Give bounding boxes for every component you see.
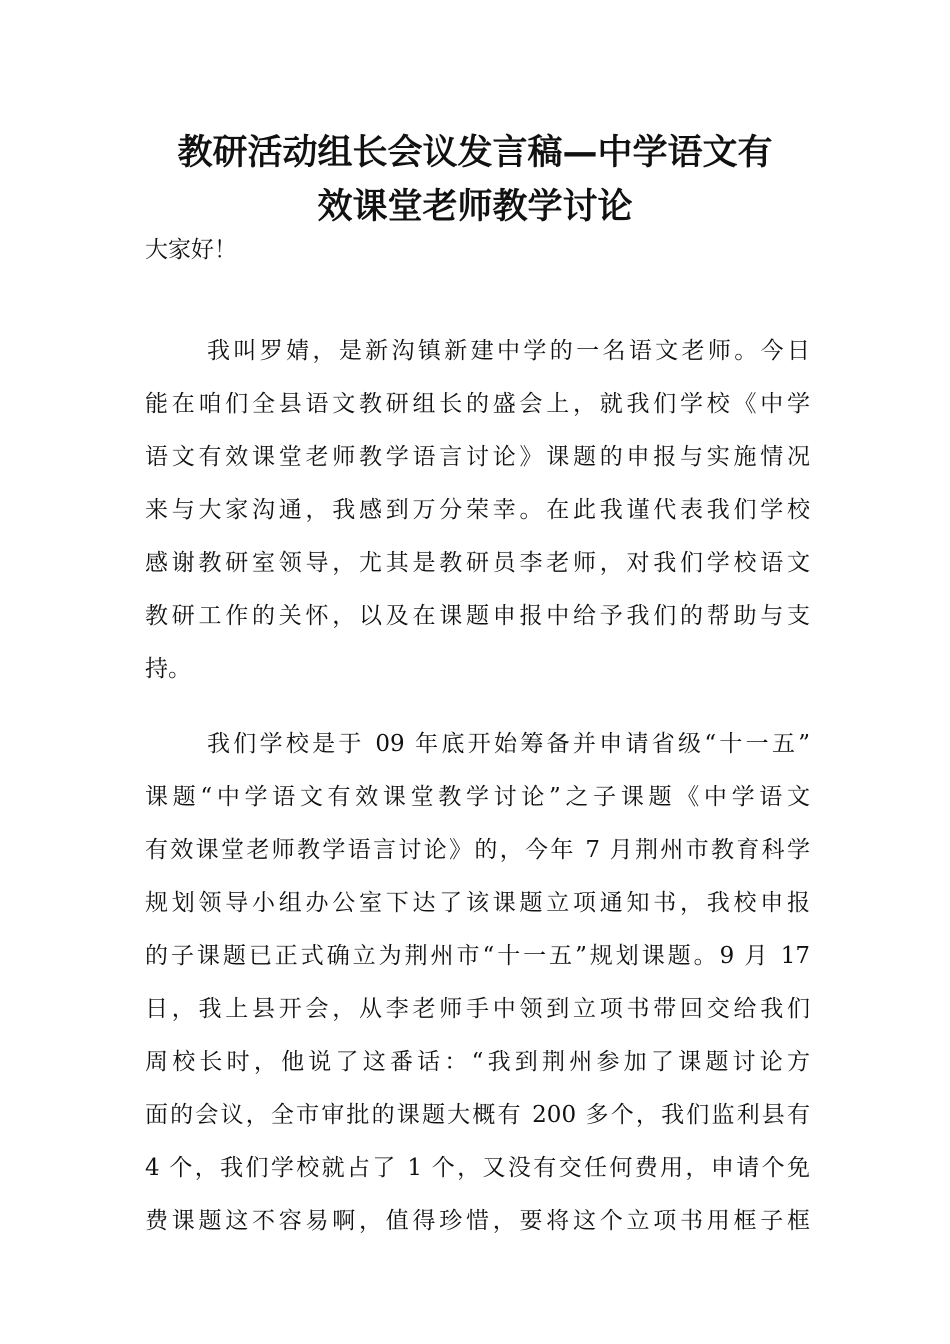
paragraph-line: 费课题这不容易啊，值得珍惜，要将这个立项书用框子框 [145, 1208, 810, 1234]
document-title [120, 126, 830, 234]
paragraph-line: 我们学校是于 09 年底开始筹备并申请省级“十一五” [207, 731, 810, 757]
paragraph-line: 面的会议，全市审批的课题大概有 200 多个，我们监利县有 [145, 1102, 810, 1128]
paragraph-line: 持。 [145, 656, 191, 682]
paragraph [145, 718, 810, 1248]
paragraph-line: 能在咱们全县语文教研组长的盛会上，就我们学校《中学 [145, 391, 810, 417]
paragraph-line: 我叫罗婧，是新沟镇新建中学的一名语文老师。今日 [207, 338, 810, 364]
paragraph-line: 的子课题已正式确立为荆州市“十一五”规划课题。9 月 17 [145, 943, 810, 969]
paragraph-line: 来与大家沟通，我感到万分荣幸。在此我谨代表我们学校 [145, 497, 810, 523]
paragraph-line: 日，我上县开会，从李老师手中领到立项书带回交给我们 [145, 996, 810, 1022]
paragraph-line: 规划领导小组办公室下达了该课题立项通知书，我校申报 [145, 890, 810, 916]
paragraph-line: 有效课堂老师教学语言讨论》的，今年 7 月荆州市教育科学 [145, 837, 810, 863]
paragraph-line: 4 个，我们学校就占了 1 个，又没有交任何费用，申请个免 [145, 1155, 810, 1181]
paragraph-line: 周校长时，他说了这番话：“我到荆州参加了课题讨论方 [145, 1049, 810, 1075]
paragraph-line: 感谢教研室领导，尤其是教研员李老师，对我们学校语文 [145, 550, 810, 576]
title-line: 效课堂老师教学讨论 [317, 187, 633, 227]
paragraph [145, 325, 810, 696]
greeting: 大家好！ [145, 237, 237, 263]
paragraph-line: 语文有效课堂老师教学语言讨论》课题的申报与实施情况 [145, 444, 810, 470]
title-line: 教研活动组长会议发言稿—中学语文有 [177, 133, 773, 173]
paragraph-line: 课题“中学语文有效课堂教学讨论”之子课题《中学语文 [145, 784, 810, 810]
paragraph-line: 教研工作的关怀，以及在课题申报中给予我们的帮助与支 [145, 603, 810, 629]
